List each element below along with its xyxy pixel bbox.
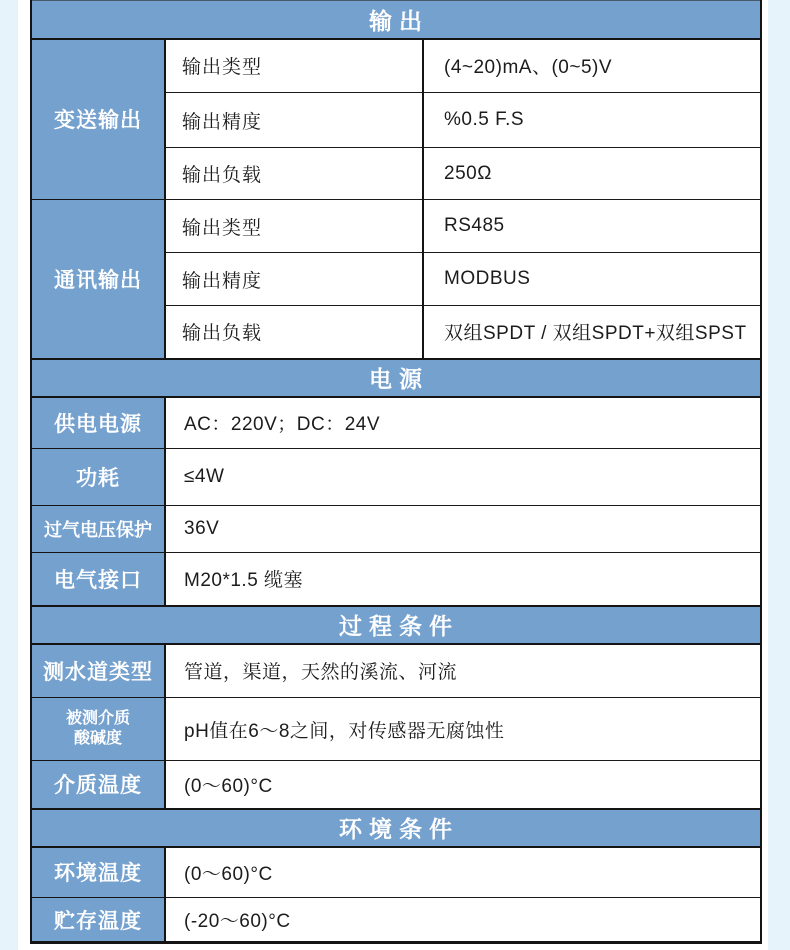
table-row: [31, 644, 761, 698]
section-title-output: 输出: [31, 1, 761, 39]
section-band-output: [31, 1, 761, 39]
row-label-storage-temperature: 贮存温度: [31, 898, 165, 943]
param-value: 双组SPDT / 双组SPDT+双组SPST: [423, 306, 761, 359]
table-row: [31, 698, 761, 761]
table-row: [31, 200, 761, 253]
table-row: [31, 898, 761, 943]
param-value: M20*1.5 缆塞: [165, 553, 761, 606]
param-name: 输出负载: [165, 148, 423, 200]
param-value: MODBUS: [423, 253, 761, 306]
row-label-line-1: 被测介质: [65, 710, 130, 727]
page-card: [18, 0, 768, 950]
param-name: 输出精度: [165, 253, 423, 306]
section-title-process: 过程条件: [31, 606, 761, 644]
section-title-power: 电源: [31, 359, 761, 397]
section-title-environment: 环境条件: [31, 809, 761, 847]
param-value: %0.5 F.S: [423, 93, 761, 148]
param-value: (0～60)°C: [165, 761, 761, 809]
table-row: [31, 506, 761, 553]
row-label-medium-temperature: 介质温度: [31, 761, 165, 809]
param-value: pH值在6～8之间，对传感器无腐蚀性: [165, 698, 761, 761]
row-label-ambient-temperature: 环境温度: [31, 847, 165, 898]
param-value: AC：220V；DC：24V: [165, 397, 761, 449]
group-label-comm-output: 通讯输出: [31, 200, 165, 359]
param-value: 250Ω: [423, 148, 761, 200]
param-value: (0～60)°C: [165, 847, 761, 898]
param-name: 输出精度: [165, 93, 423, 148]
table-row: [31, 39, 761, 93]
section-band-environment: [31, 809, 761, 847]
table-row: [31, 553, 761, 606]
section-band-process: [31, 606, 761, 644]
param-value: (-20～60)°C: [165, 898, 761, 943]
row-label-power-supply: 供电电源: [31, 397, 165, 449]
param-value: 管道，渠道，天然的溪流、河流: [165, 644, 761, 698]
row-label-electrical-interface: 电气接口: [31, 553, 165, 606]
group-label-transmit-output: 变送输出: [31, 39, 165, 200]
table-row: [31, 761, 761, 809]
param-value: (4~20)mA、(0~5)V: [423, 39, 761, 93]
row-label-medium-ph: [31, 698, 165, 761]
param-value: 36V: [165, 506, 761, 553]
row-label-power-consumption: 功耗: [31, 449, 165, 506]
param-value: ≤4W: [165, 449, 761, 506]
param-value: RS485: [423, 200, 761, 253]
table-row: [31, 847, 761, 898]
spec-table: [30, 0, 762, 944]
row-label-channel-type: 测水道类型: [31, 644, 165, 698]
param-name: 输出类型: [165, 39, 423, 93]
section-band-power: [31, 359, 761, 397]
param-name: 输出类型: [165, 200, 423, 253]
param-name: 输出负载: [165, 306, 423, 359]
table-row: [31, 397, 761, 449]
table-row: [31, 449, 761, 506]
row-label-overvoltage-protection: 过气电压保护: [31, 506, 165, 553]
row-label-line-2: 酸碱度: [73, 730, 122, 747]
